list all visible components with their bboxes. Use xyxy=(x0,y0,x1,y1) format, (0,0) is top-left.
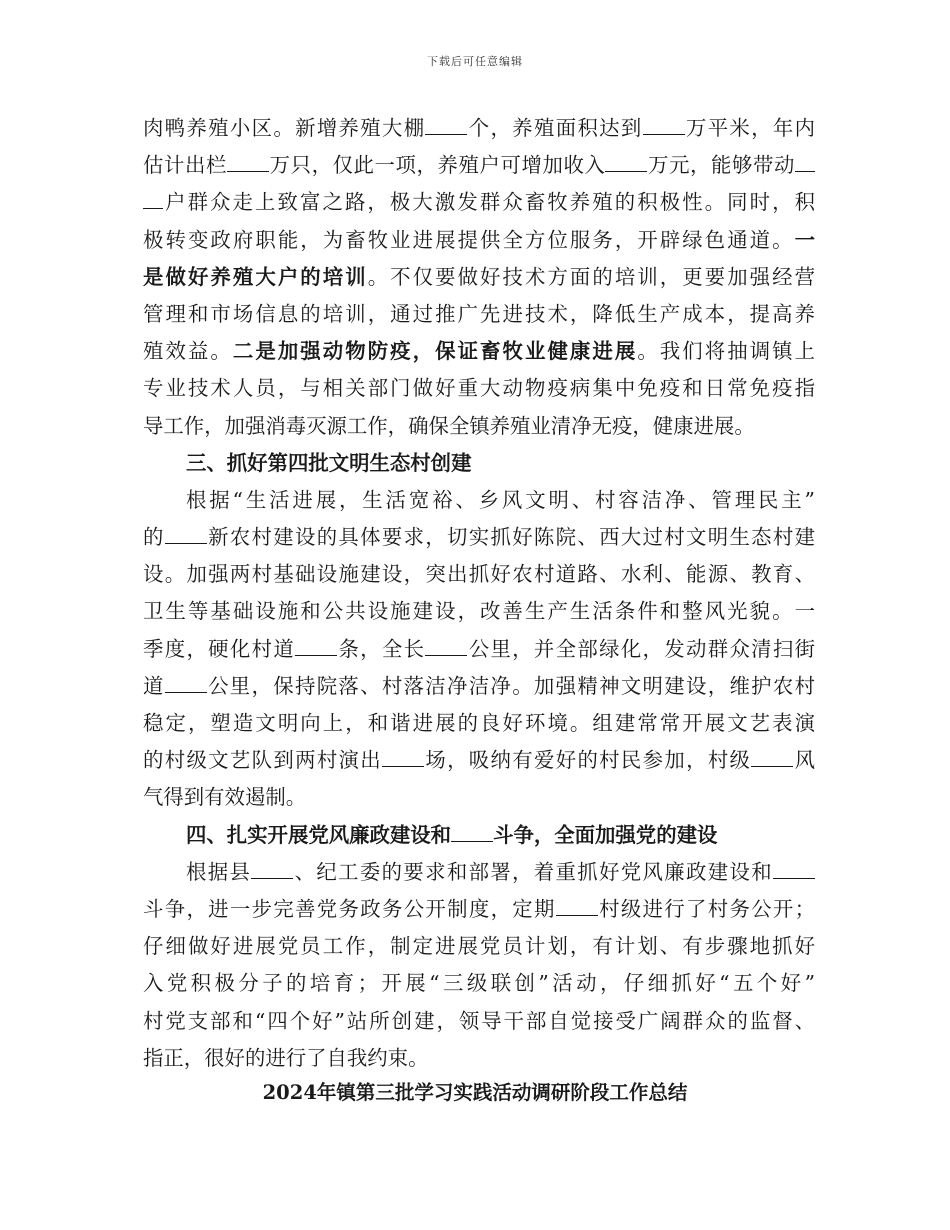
text-line: 的 新农村建设的具体要求，切实抓好陈院、西大过村文明生态村建 xyxy=(143,525,816,550)
text-line: 卫生等基础设施和公共设施建设，改善生产生活条件和整风光貌。一 xyxy=(143,599,815,624)
text-line: 管理和市场信息的培训，通过推广先进技术，降低生产成本，提高养 xyxy=(143,301,815,326)
text-line: 斗争，进一步完善党务政务公开制度，定期 村级进行了村务公开； xyxy=(143,896,816,921)
text-line: 的村级文艺队到两村演出 场，吸纳有爱好的村民参加，村级 风 xyxy=(143,748,816,773)
text-line: 设。加强两村基础设施建设，突出抓好农村道路、水利、能源、教育、 xyxy=(143,562,815,587)
text-line: 道 公里，保持院落、村落洁净洁净。加强精神文明建设，维护农村 xyxy=(143,673,816,698)
text-line: 入党积极分子的培育；开展“三级联创”活动，仔细抓好“五个好” xyxy=(143,971,815,996)
text-line: 季度，硬化村道 条，全长 公里，并全部绿化，发动群众清扫街 xyxy=(143,636,816,661)
text-line: 村党支部和“四个好”站所创建，领导干部自觉接受广阔群众的监督、 xyxy=(143,1008,815,1033)
text-line: 根据县 、纪工委的要求和部署，着重抓好党风廉政建设和 xyxy=(143,854,815,891)
text-line: 根据“生活进展，生活宽裕、乡风文明、村容洁净、管理民主” xyxy=(186,487,815,512)
text-line: 殖效益。二是加强动物防疫，保证畜牧业健康进展。我们将抽调镇上 xyxy=(143,339,816,364)
text-line: 导工作，加强消毒灭源工作，确保全镇养殖业清净无疫，健康进展。 xyxy=(143,413,755,438)
text-line: 估计出栏 万只，仅此一项，养殖户可增加收入 万元，能够带动 xyxy=(143,147,815,184)
text-line: 肉鸭养殖小区。新增养殖大棚 个，养殖面积达到 万平米，年内 xyxy=(143,116,816,140)
text-line: 极转变政府职能，为畜牧业进展提供全方位服务，开辟绿色通道。一 xyxy=(143,227,815,252)
text-line: 稳定，塑造文明向上，和谐进展的良好环境。组建常常开展文艺表演 xyxy=(143,711,815,735)
document-title: 2024年镇第三批学习实践活动调研阶段工作总结 xyxy=(262,1081,688,1104)
text-line: 仔细做好进展党员工作，制定进展党员计划，有计划、有步骤地抓好 xyxy=(143,934,815,959)
section-heading: 三、抓好第四批文明生态村创建 xyxy=(186,450,472,475)
text-line: 指正，很好的进行了自我约束。 xyxy=(143,1045,429,1070)
text-line: 专业技术人员，与相关部门做好重大动物疫病集中免疫和日常免疫指 xyxy=(143,376,815,401)
page-header: 下载后可任意编辑 xyxy=(427,55,523,68)
text-line: 气得到有效遏制。 xyxy=(143,785,307,810)
document-body xyxy=(143,110,815,1077)
text-line: 户群众走上致富之路，极大激发群众畜牧养殖的积极性。同时，积 xyxy=(143,184,815,221)
text-line: 是做好养殖大户的培训。不仅要做好技术方面的培训，更要加强经营 xyxy=(143,264,816,289)
section-heading: 四、扎实开展党风廉政建设和 斗争，全面加强党的建设 xyxy=(186,822,718,847)
